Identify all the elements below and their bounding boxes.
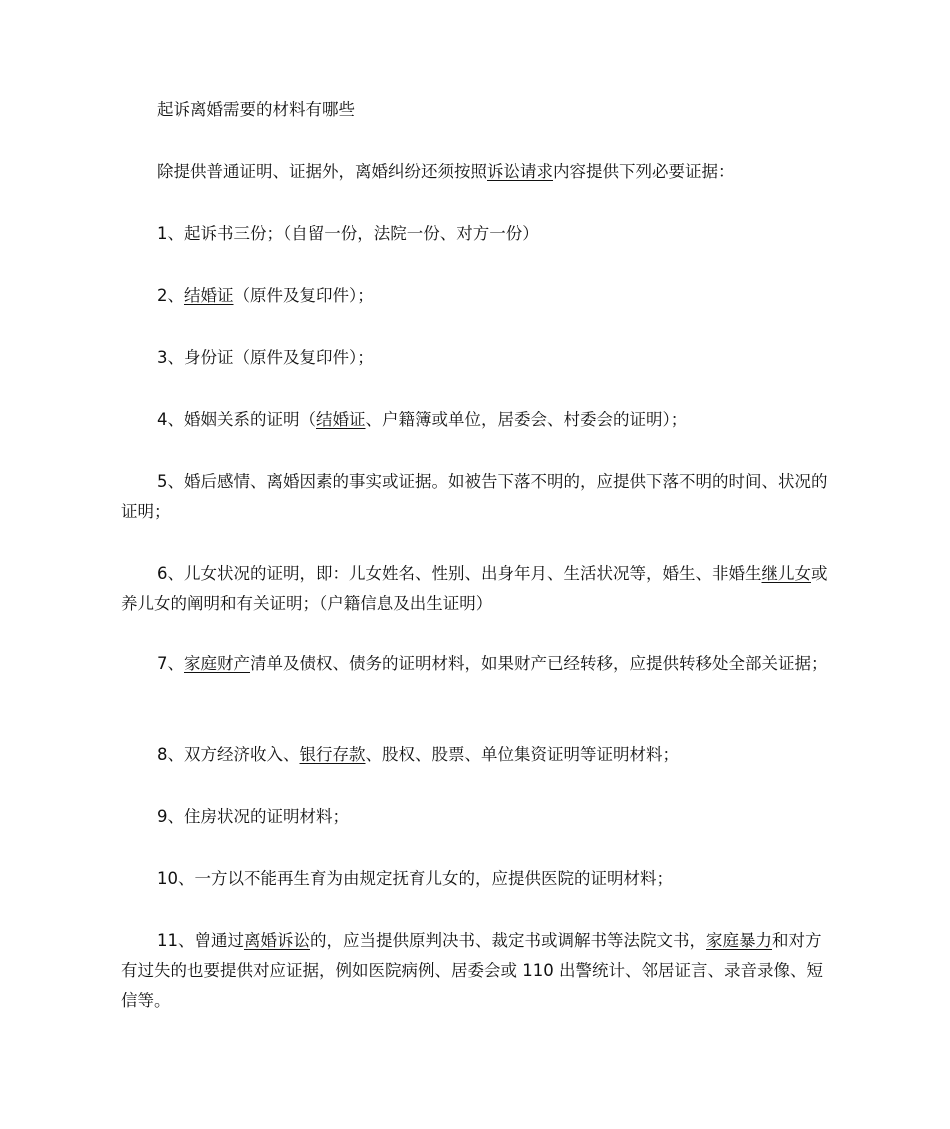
item-2-prefix: 2、 — [157, 286, 184, 305]
link-family-property[interactable]: 家庭财产 — [184, 654, 250, 673]
intro-text-after: 内容提供下列必要证据： — [553, 162, 735, 181]
list-item-5: 5、婚后感情、离婚因素的事实或证据。如被告下落不明的，应提供下落不明的时间、状况的证明； — [121, 472, 828, 521]
list-item-8 — [121, 740, 836, 770]
item-7-prefix: 7、 — [157, 654, 184, 673]
list-item-6 — [121, 559, 836, 619]
list-item-3: 3、身份证（原件及复印件）； — [157, 348, 374, 367]
item-2-text: （原件及复印件）； — [233, 286, 374, 305]
item-4-after: 、户籍簿或单位，居委会、村委会的证明）； — [365, 410, 688, 429]
document-title: 起诉离婚需要的材料有哪些 — [157, 100, 355, 119]
item-11-middle: 的，应当提供原判决书、裁定书或调解书等法院文书， — [310, 931, 706, 950]
link-divorce-litigation[interactable]: 离婚诉讼 — [244, 931, 310, 950]
link-marriage-certificate[interactable]: 结婚证 — [184, 286, 234, 305]
link-bank-deposits[interactable]: 银行存款 — [299, 745, 366, 764]
link-litigation-claim[interactable]: 诉讼请求 — [487, 162, 553, 181]
intro-text-before: 除提供普通证明、证据外，离婚纠纷还须按照 — [157, 162, 487, 181]
item-4-before: 4、婚姻关系的证明（ — [157, 410, 316, 429]
list-item-11 — [121, 926, 836, 1016]
list-item-2 — [121, 281, 836, 311]
link-marriage-certificate-2[interactable]: 结婚证 — [316, 410, 366, 429]
list-item-1: 1、起诉书三份；（自留一份，法院一份、对方一份） — [157, 224, 539, 243]
item-6-after: 或养儿女的阐明和有关证明；（户籍信息及出生证明） — [121, 564, 828, 613]
link-domestic-violence[interactable]: 家庭暴力 — [706, 931, 772, 950]
list-item-9: 9、住房状况的证明材料； — [157, 807, 349, 826]
list-item-10: 10、一方以不能再生育为由规定抚育儿女的，应提供医院的证明材料； — [157, 869, 673, 888]
item-6-before: 6、儿女状况的证明，即：儿女姓名、性别、出身年月、生活状况等，婚生、非婚生 — [157, 564, 762, 583]
list-item-7 — [121, 649, 836, 679]
item-7-after: 清单及债权、债务的证明材料，如果财产已经转移，应提供转移处全部关证据； — [250, 654, 828, 673]
item-8-after: 、股权、股票、单位集资证明等证明材料； — [365, 745, 679, 764]
item-11-after: 和对方有过失的也要提供对应证据，例如医院病例、居委会或 110 出警统计、邻居证言、录音录像、短信等。 — [121, 931, 823, 1010]
item-8-before: 8、双方经济收入、 — [157, 745, 300, 764]
link-stepchildren[interactable]: 继儿女 — [761, 564, 811, 583]
item-11-before: 11、曾通过 — [157, 931, 244, 950]
list-item-4 — [121, 405, 836, 435]
intro-paragraph — [121, 157, 836, 187]
